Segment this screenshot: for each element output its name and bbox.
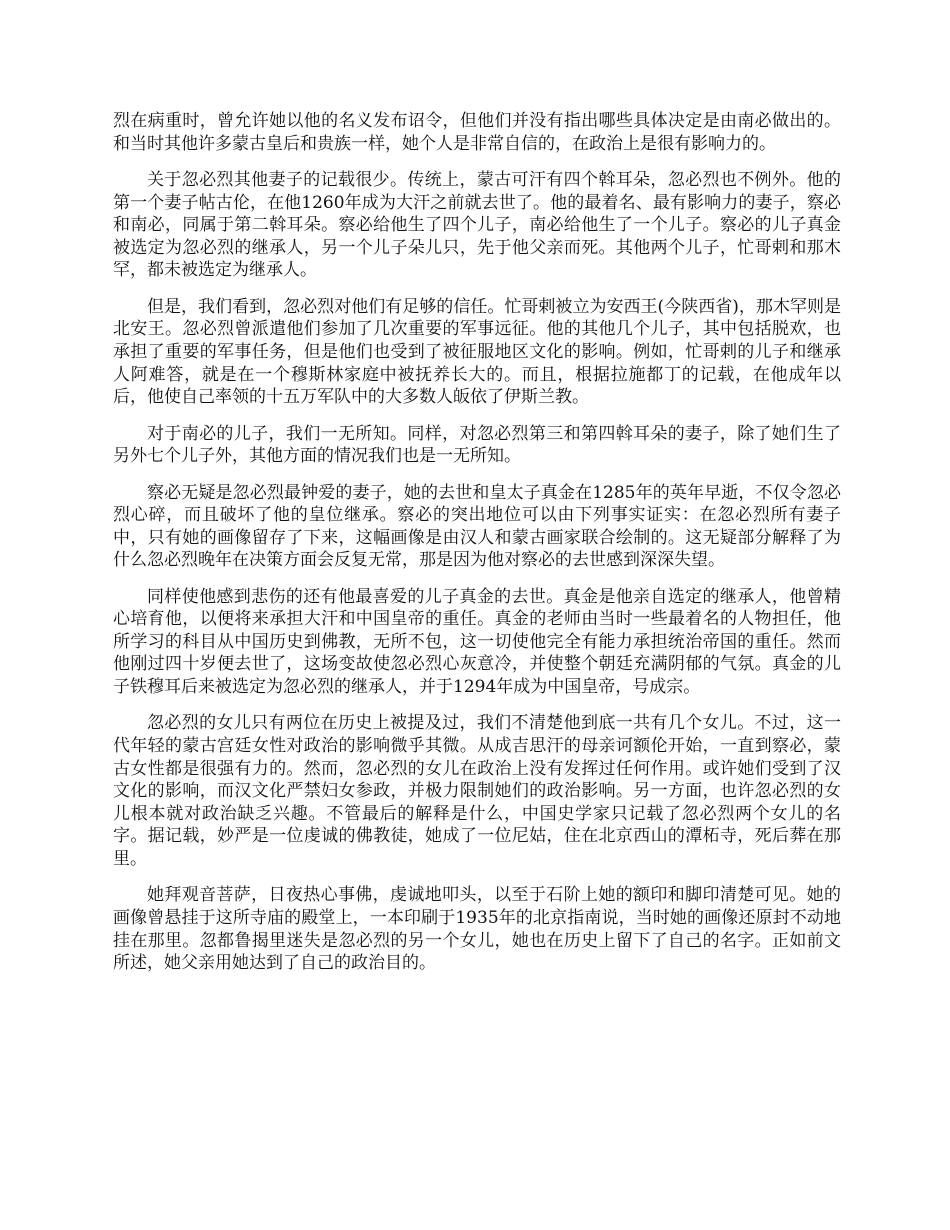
paragraph-7: 忽必烈的女儿只有两位在历史上被提及过，我们不清楚他到底一共有几个女儿。不过，这一代年轻的蒙古宫廷女性对政治的影响微乎其微。从成吉思汗的母亲诃额伦开始，一直到察必，蒙古女性都是很强有力的。然而，忽必烈的女儿在政治上没有发挥过任何作用。或许她们受到了汉文化的影响，而汉文化严禁妇女参政，并极力限制她们的政治影响。另一方面，也许忽必烈的女儿根本就对政治缺乏兴趣。不管最后的解释是什么，中国史学家只记载了忽必烈两个女儿的名字。据记载，妙严是一位虔诚的佛教徒，她成了一位尼姑，住在北京西山的潭柘寺，死后葬在那里。: [113, 713, 841, 869]
paragraph-1: 烈在病重时，曾允许她以他的名义发布诏令，但他们并没有指出哪些具体决定是由南必做出的。和当时其他许多蒙古皇后和贵族一样，她个人是非常自信的，在政治上是很有影响力的。: [113, 111, 841, 154]
paragraph-2: 关于忽必烈其他妻子的记载很少。传统上，蒙古可汗有四个斡耳朵，忽必烈也不例外。他的第一个妻子帖古伦，在他1260年成为大汗之前就去世了。他的最着名、最有影响力的妻子，察必和南必，同属于第二斡耳朵。察必给他生了四个儿子，南必给他生了一个儿子。察必的儿子真金被选定为忽必烈的继承人，另一个儿子朵儿只，先于他父亲而死。其他两个儿子，忙哥剌和那木罕，都未被选定为继承人。: [113, 169, 841, 281]
paragraph-3: 但是，我们看到，忽必烈对他们有足够的信任。忙哥剌被立为安西王(今陕西省)，那木罕则是北安王。忽必烈曾派遣他们参加了几次重要的军事远征。他的其他几个儿子，其中包括脱欢，也承担了重要的军事任务，但是他们也受到了被征服地区文化的影响。例如，忙哥剌的儿子和继承人阿难答，就是在一个穆斯林家庭中被抚养长大的。而且，根据拉施都丁的记载，在他成年以后，他使自己率领的十五万军队中的大多数人皈依了伊斯兰教。: [113, 296, 841, 408]
paragraph-8: 她拜观音菩萨，日夜热心事佛，虔诚地叩头，以至于石阶上她的额印和脚印清楚可见。她的画像曾悬挂于这所寺庙的殿堂上，一本印刷于1935年的北京指南说，当时她的画像还原封不动地挂在那里。忽都鲁揭里迷失是忽必烈的另一个女儿，她也在历史上留下了自己的名字。正如前文所述，她父亲用她达到了自己的政治目的。: [113, 885, 841, 974]
document-body: [113, 110, 841, 989]
paragraph-4: 对于南必的儿子，我们一无所知。同样，对忽必烈第三和第四斡耳朵的妻子，除了她们生了另外七个儿子外，其他方面的情况我们也是一无所知。: [113, 423, 841, 467]
paragraph-6: 同样使他感到悲伤的还有他最喜爱的儿子真金的去世。真金是他亲自选定的继承人，他曾精心培育他，以便将来承担大汗和中国皇帝的重任。真金的老师由当时一些最着名的人物担任，他所学习的科目从中国历史到佛教，无所不包，这一切使他完全有能力承担统治帝国的重任。然而他刚过四十岁便去世了，这场变故使忽必烈心灰意冷，并使整个朝廷充满阴郁的气氛。真金的儿子铁穆耳后来被选定为忽必烈的继承人，并于1294年成为中国皇帝，号成宗。: [113, 586, 841, 698]
paragraph-5: 察必无疑是忽必烈最钟爱的妻子，她的去世和皇太子真金在1285年的英年早逝，不仅令忽必烈心碎，而且破坏了他的皇位继承。察必的突出地位可以由下列事实证实：在忽必烈所有妻子中，只有她的画像留存了下来，这幅画像是由汉人和蒙古画家联合绘制的。这无疑部分解释了为什么忽必烈晚年在决策方面会反复无常，那是因为他对察必的去世感到深深失望。: [113, 482, 841, 571]
